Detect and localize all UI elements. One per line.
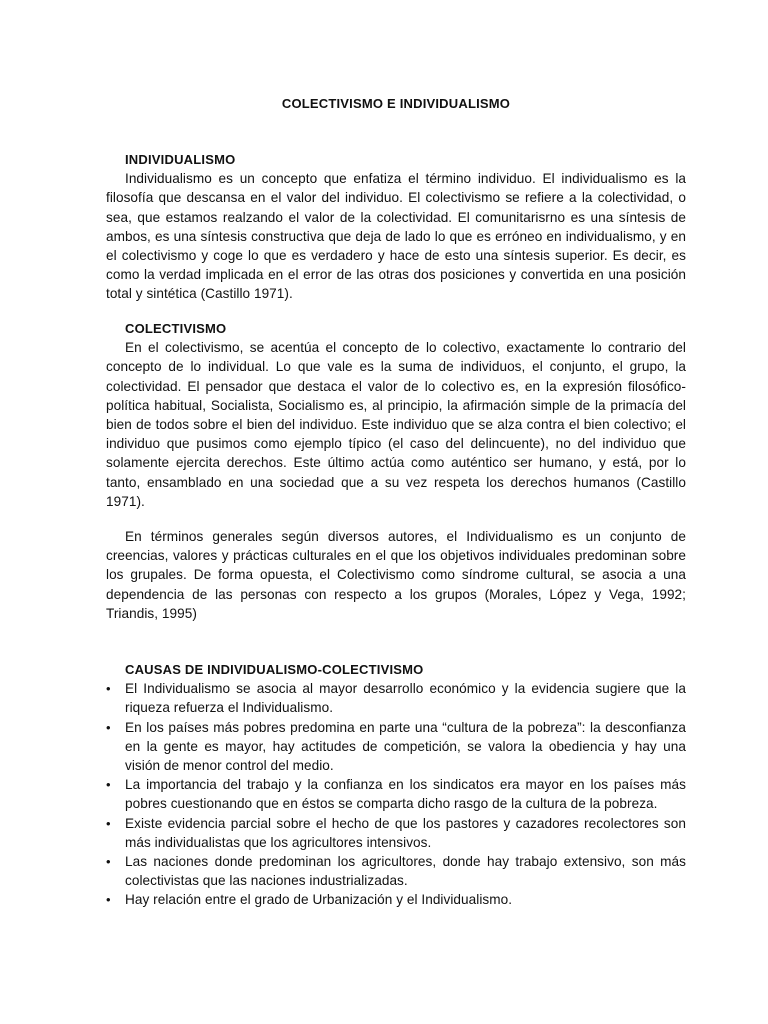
section-heading-causas: CAUSAS DE INDIVIDUALISMO-COLECTIVISMO [125, 662, 424, 677]
list-item [106, 814, 686, 852]
list-item [106, 679, 686, 717]
list-item-text: Las naciones donde predominan los agricultores, donde hay trabajo extensivo, son más colectivistas que las naciones industrializadas. [125, 854, 686, 889]
section-colectivismo [106, 319, 686, 511]
list-item-text: La importancia del trabajo y la confianza en los sindicatos era mayor en los países más pobres cuestionando que en éstos se comparta dicho rasgo de la cultura de la pobreza. [125, 777, 686, 812]
list-item-text: El Individualismo se asocia al mayor desarrollo económico y la evidencia sugiere que la riqueza refuerza el Individualismo. [125, 681, 686, 716]
section-general [106, 527, 686, 623]
list-item [106, 852, 686, 890]
list-item [106, 718, 686, 776]
section-individualismo [106, 150, 686, 304]
bullet-icon: • [106, 892, 111, 908]
bullet-icon: • [106, 719, 111, 735]
paragraph-colectivismo: En el colectivismo, se acentúa el concepto de lo colectivo, exactamente lo contrario del concepto de lo individual. Lo que vale es la suma de individuos, el conjunto, el grupo, la colectividad. El pensador que destaca el valor de lo colectivo es, en la expresión filosófico-política habitual, Socialista, Socialismo es, al principio, la afirmación simple de la primacía del bien de todos sobre el bien del individuo. Este individuo que se alza contra el bien colectivo; el individuo que pusimos como ejemplo típico (el caso del delincuente), no del individuo que solamente ejercita derechos. Este último actúa como auténtico ser humano, y está, por lo tanto, ensamblado en una sociedad que a su vez respeta los derechos humanos (Castillo 1971). [106, 340, 686, 509]
section-heading-individualismo: INDIVIDUALISMO [125, 152, 236, 167]
bullet-icon: • [106, 854, 111, 870]
bullet-icon: • [106, 815, 111, 831]
bullet-icon: • [106, 777, 111, 793]
list-item-text: En los países más pobres predomina en parte una “cultura de la pobreza”: la desconfianza en la gente es mayor, hay actitudes de competición, se valora la obediencia y hay una visión de menor control del medio. [125, 719, 686, 774]
document-title: COLECTIVISMO E INDIVIDUALISMO [281, 96, 511, 111]
paragraph-individualismo: Individualismo es un concepto que enfatiza el término individuo. El individualismo es la filosofía que descansa en el valor del individuo. El colectivismo se refiere a la colectividad, o sea, que estamos realzando el valor de la colectividad. El comunitarisrno es una síntesis de ambos, es una síntesis constructiva que deja de lado lo que es erróneo en individualismo, y en el colectivismo y coge lo que es verdadero y hace de esto una síntesis superior. Es decir, es como la verdad implicada en el error de las otras dos posiciones y convertida en una posición total y sintética (Castillo 1971). [106, 171, 686, 302]
section-causas [106, 660, 686, 910]
section-heading-colectivismo: COLECTIVISMO [125, 321, 227, 336]
list-item [106, 890, 686, 909]
list-item-text: Existe evidencia parcial sobre el hecho de que los pastores y cazadores recolectores son más individualistas que los agricultores intensivos. [125, 815, 686, 850]
causes-list [106, 679, 686, 909]
list-item-text: Hay relación entre el grado de Urbanización y el Individualismo. [125, 892, 513, 908]
bullet-icon: • [106, 681, 111, 697]
paragraph-general: En términos generales según diversos autores, el Individualismo es un conjunto de creencias, valores y prácticas culturales en el que los objetivos individuales predominan sobre los grupales. De forma opuesta, el Colectivismo como síndrome cultural, se asocia a una dependencia de las personas con respecto a los grupos (Morales, López y Vega, 1992; Triandis, 1995) [106, 529, 686, 621]
list-item [106, 775, 686, 813]
